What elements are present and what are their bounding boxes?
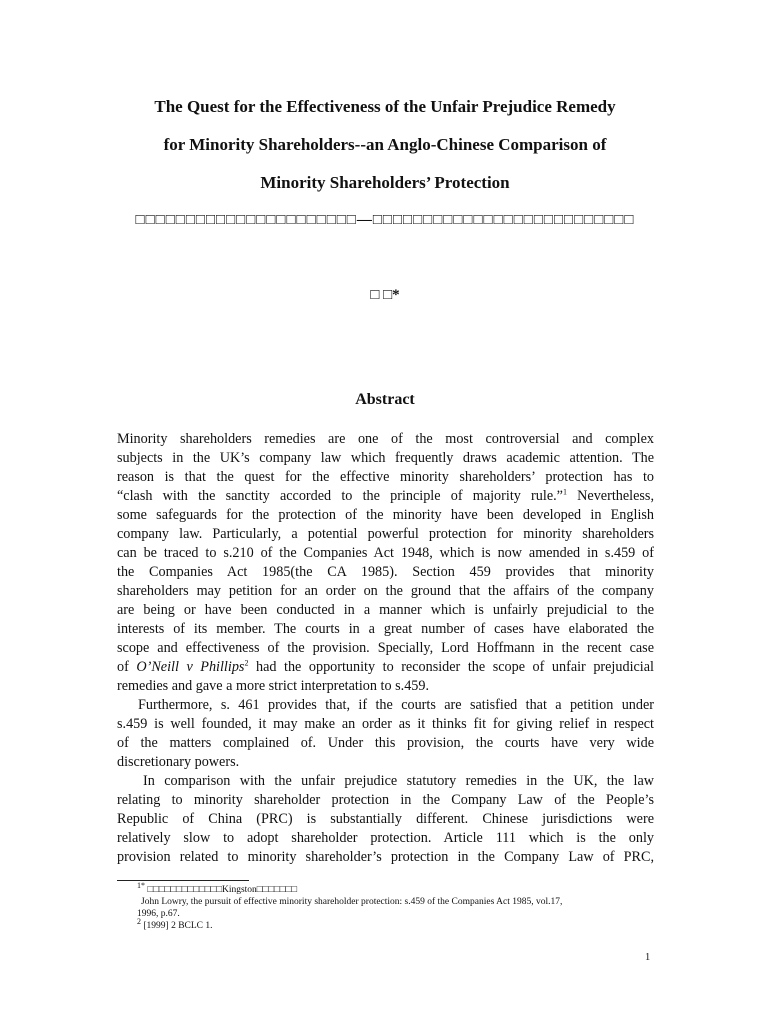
footnote-author-text: □□□□□□□□□□□□□Kingston□□□□□□□ <box>147 885 297 895</box>
text-line: Republic of China (PRC) is substantially different. Chinese jurisdictions were <box>117 811 654 827</box>
text-line: In comparison with the unfair prejudice statutory remedies in the UK, the law <box>143 773 654 789</box>
abstract-paragraph-2 <box>117 696 654 772</box>
text-line: company law. Particularly, a potential powerful protection for minority shareholders <box>117 526 654 542</box>
text-line: discretionary powers. <box>117 754 240 770</box>
case-prefix: of <box>117 659 137 675</box>
quote-text: “clash with the sanctity accorded to the principle of majority rule.” <box>117 488 563 504</box>
text-line: provision related to minority shareholder’s protection in the Company Law of PRC, <box>117 849 654 865</box>
text-line: are being or have been conducted in a manner which is unfairly prejudicial to the <box>117 602 654 618</box>
text-line: shareholders may petition for an order on the ground that the affairs of the company <box>117 583 654 599</box>
footnote-1-cont: 1996, p.67. <box>137 909 180 919</box>
paper-title-line-2: for Minority Shareholders--an Anglo-Chinese Comparison of <box>163 135 607 154</box>
text-line: reason is that the quest for the effective minority shareholders’ protection has to <box>117 469 654 485</box>
footnote-ref-2: 2 <box>244 658 249 668</box>
text-line: subjects in the UK’s company law which frequently draws academic attention. The <box>117 450 654 466</box>
text-line: Furthermore, s. 461 provides that, if the courts are satisfied that a petition under <box>138 697 654 713</box>
footnote-2 <box>137 916 662 932</box>
text-line: relatively slow to adopt shareholder protection. Article 111 which is the only <box>117 830 654 846</box>
text-line: Minority shareholders remedies are one of the most controversial and complex <box>117 431 654 447</box>
footnotes <box>137 880 662 932</box>
abstract-paragraph-3 <box>117 772 654 867</box>
text-line: can be traced to s.210 of the Companies Act 1948, which is now amended in s.459 of <box>117 545 654 561</box>
text-line: s.459 is well founded, it may make an order as it thinks fit for giving relief in respect <box>117 716 654 732</box>
paper-title-line-1: The Quest for the Effectiveness of the Unfair Prejudice Remedy <box>154 97 616 116</box>
text-line: some safeguards for the protection of the minority have been developed in English <box>117 507 654 523</box>
case-name: O’Neill v Phillips <box>136 659 245 675</box>
case-suffix: had the opportunity to reconsider the scope of unfair prejudicial <box>248 659 654 675</box>
footnote-mark: 1* <box>137 880 145 890</box>
page-number: 1 <box>645 952 651 963</box>
footnote-2-text: [1999] 2 BCLC 1. <box>141 921 213 931</box>
text-line: relating to minority shareholder protection in the Company Law of the People’s <box>117 792 654 808</box>
text-line: of the matters complained of. Under this provision, the courts have very wide <box>117 735 654 751</box>
abstract-paragraph-1 <box>117 430 654 696</box>
text-line: scope and effectiveness of the provision. Specially, Lord Hoffmann in the recent case <box>117 640 654 656</box>
text-line: remedies and gave a more strict interpretation to s.459. <box>117 678 430 694</box>
chinese-title: □□□□□□□□□□□□□□□□□□□□□□—□□□□□□□□□□□□□□□□□□□□□□□□□□ <box>135 212 635 228</box>
text-line: interests of its member. The courts in a great number of cases have elaborated the <box>117 621 654 637</box>
abstract-heading: Abstract <box>355 391 415 408</box>
footnote-ref-1: 1 <box>562 487 567 497</box>
text-line <box>117 487 654 506</box>
paper-title-line-3: Minority Shareholders’ Protection <box>260 173 510 192</box>
author-name: □ □* <box>370 287 400 303</box>
quote-tail: Nevertheless, <box>566 488 654 504</box>
abstract-body <box>117 430 654 867</box>
text-line <box>117 658 654 677</box>
footnote-1: John Lowry, the pursuit of effective minority shareholder protection: s.459 of the Companies Act 1985, vol.17, <box>141 897 563 907</box>
footnote-mark: 2 <box>137 916 141 926</box>
footnote-author <box>137 880 662 896</box>
text-line: the Companies Act 1985(the CA 1985). Section 459 provides that minority <box>117 564 654 580</box>
